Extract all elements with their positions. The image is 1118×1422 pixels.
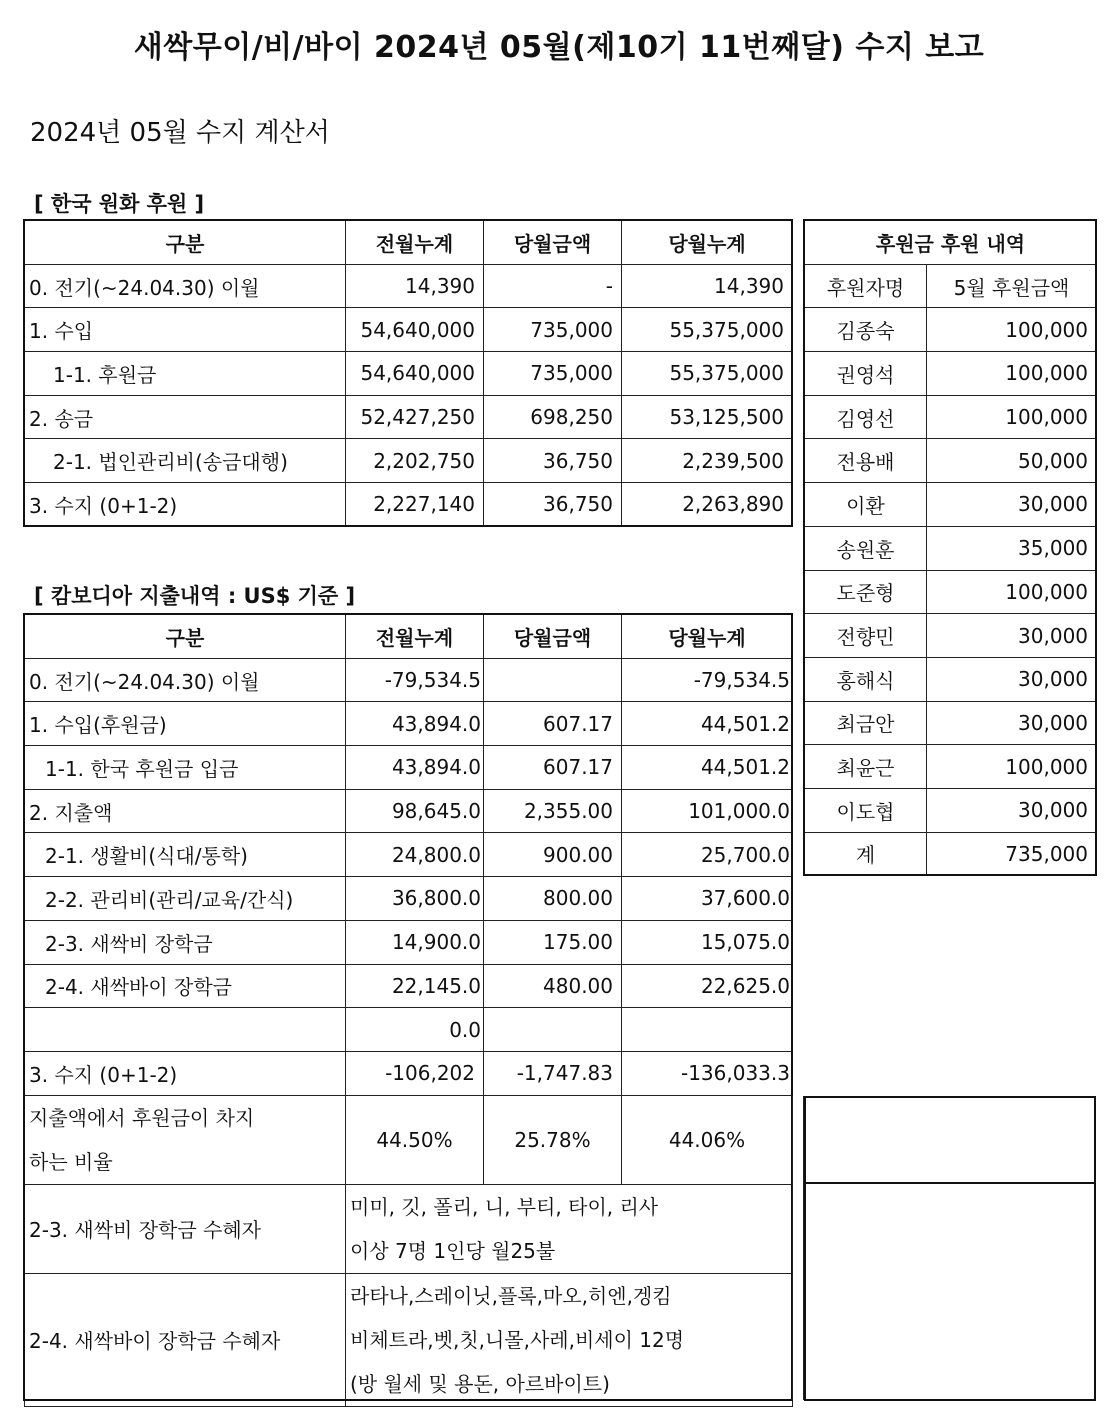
donor-name: 김영선 (805, 395, 927, 439)
table-row (25, 833, 793, 877)
table-row (805, 701, 1097, 745)
donor-total-row (805, 832, 1097, 876)
current-amount-cell: 735,000 (484, 308, 622, 352)
table-row (805, 308, 1097, 352)
ratio-prev-cell: 44.50% (346, 1095, 484, 1184)
current-amount-cell: 800.00 (484, 877, 622, 921)
current-amount-cell: 175.00 (484, 920, 622, 964)
current-cumulative-cell: -136,033.3 (622, 1051, 793, 1095)
table-row (25, 746, 793, 790)
row-label: 3. 수지 (0+1-2) (25, 1051, 346, 1095)
col-header-current-amount: 당월금액 (484, 221, 622, 265)
prev-cumulative-cell: 14,390 (346, 264, 484, 308)
current-amount-cell (484, 658, 622, 702)
row-label: 2. 송금 (25, 395, 346, 439)
row-label: 1-1. 후원금 (25, 352, 346, 396)
donor-amount: 100,000 (927, 745, 1097, 789)
donor-amount: 30,000 (927, 701, 1097, 745)
table-row (25, 395, 793, 439)
current-cumulative-cell: 44,501.2 (622, 746, 793, 790)
table-row (25, 439, 793, 483)
table-row (25, 308, 793, 352)
donor-name: 전향민 (805, 614, 927, 658)
donor-table-title: 후원금 후원 내역 (805, 221, 1097, 265)
ratio-current-cell: 25.78% (484, 1095, 622, 1184)
prev-cumulative-cell: 0.0 (346, 1008, 484, 1052)
table-row (25, 964, 793, 1008)
col-header-category: 구분 (25, 615, 346, 659)
current-amount-cell: 36,750 (484, 483, 622, 527)
row-label: 2-1. 법인관리비(송금대행) (25, 439, 346, 483)
donor-amount: 30,000 (927, 614, 1097, 658)
page-subtitle: 2024년 05월 수지 계산서 (30, 118, 330, 148)
col-header-current-amount: 당월금액 (484, 615, 622, 659)
table-row (25, 920, 793, 964)
prev-cumulative-cell: 2,202,750 (346, 439, 484, 483)
donor-total-label: 계 (805, 832, 927, 876)
current-amount-cell: 698,250 (484, 395, 622, 439)
row-label (25, 1008, 346, 1052)
donor-name: 이도협 (805, 788, 927, 832)
donor-name: 홍해식 (805, 657, 927, 701)
donor-amount: 100,000 (927, 352, 1097, 396)
row-label: 2. 지출액 (25, 789, 346, 833)
current-amount-cell (484, 1008, 622, 1052)
donor-name: 권영석 (805, 352, 927, 396)
donor-name: 송원훈 (805, 526, 927, 570)
donor-table (804, 220, 1097, 876)
current-amount-cell: - (484, 264, 622, 308)
donor-name: 최금안 (805, 701, 927, 745)
col-header-current-cumulative: 당월누계 (622, 221, 793, 265)
ratio-label (25, 1095, 346, 1184)
current-amount-cell: 735,000 (484, 352, 622, 396)
table-row (805, 745, 1097, 789)
usd-header-row (25, 615, 793, 659)
scholarship-bai-label: 2-4. 새싹바이 장학금 수혜자 (25, 1273, 346, 1406)
scholarship-b-row (25, 1184, 793, 1273)
row-label: 0. 전기(~24.04.30) 이월 (25, 264, 346, 308)
current-cumulative-cell: -79,534.5 (622, 658, 793, 702)
table-row (805, 439, 1097, 483)
scholarship-b-recipients (346, 1184, 793, 1273)
krw-table (24, 220, 793, 527)
donor-amount: 35,000 (927, 526, 1097, 570)
current-cumulative-cell (622, 1008, 793, 1052)
donor-subheader-row (805, 264, 1097, 308)
table-row (25, 1051, 793, 1095)
usd-table (24, 614, 793, 1407)
row-label: 0. 전기(~24.04.30) 이월 (25, 658, 346, 702)
table-row (805, 483, 1097, 527)
donor-amount: 30,000 (927, 483, 1097, 527)
prev-cumulative-cell: -106,202 (346, 1051, 484, 1095)
prev-cumulative-cell: 52,427,250 (346, 395, 484, 439)
table-row (805, 570, 1097, 614)
prev-cumulative-cell: 22,145.0 (346, 964, 484, 1008)
donor-header-row (805, 221, 1097, 265)
donor-amount: 100,000 (927, 308, 1097, 352)
table-row (25, 702, 793, 746)
col-header-prev-cumulative: 전월누계 (346, 221, 484, 265)
row-label: 2-1. 생활비(식대/통학) (25, 833, 346, 877)
donor-name: 이환 (805, 483, 927, 527)
donor-amount: 50,000 (927, 439, 1097, 483)
row-label: 3. 수지 (0+1-2) (25, 483, 346, 527)
donor-total-amount: 735,000 (927, 832, 1097, 876)
row-label: 2-3. 새싹비 장학금 (25, 920, 346, 964)
table-row (25, 264, 793, 308)
table-row (805, 395, 1097, 439)
scholarship-b-label: 2-3. 새싹비 장학금 수혜자 (25, 1184, 346, 1273)
ratio-label-line1: 지출액에서 후원금이 차지 (29, 1105, 255, 1130)
prev-cumulative-cell: 36,800.0 (346, 877, 484, 921)
current-amount-cell: 36,750 (484, 439, 622, 483)
donor-name: 전용배 (805, 439, 927, 483)
prev-cumulative-cell: 54,640,000 (346, 308, 484, 352)
current-amount-cell: -1,747.83 (484, 1051, 622, 1095)
donor-amount: 100,000 (927, 570, 1097, 614)
prev-cumulative-cell: 43,894.0 (346, 702, 484, 746)
prev-cumulative-cell: 24,800.0 (346, 833, 484, 877)
current-cumulative-cell: 22,625.0 (622, 964, 793, 1008)
usd-section-label: [ 캄보디아 지출내역 : US$ 기준 ] (34, 584, 356, 608)
gap-column (792, 1096, 804, 1400)
donor-name: 김종숙 (805, 308, 927, 352)
current-cumulative-cell: 14,390 (622, 264, 793, 308)
current-amount-cell: 900.00 (484, 833, 622, 877)
krw-section-label: [ 한국 원화 후원 ] (34, 192, 205, 216)
table-row (25, 789, 793, 833)
current-cumulative-cell: 53,125,500 (622, 395, 793, 439)
table-row (805, 614, 1097, 658)
current-amount-cell: 607.17 (484, 746, 622, 790)
col-header-may-amount: 5월 후원금액 (927, 264, 1097, 308)
prev-cumulative-cell: 2,227,140 (346, 483, 484, 527)
row-label: 1. 수입(후원금) (25, 702, 346, 746)
col-header-category: 구분 (25, 221, 346, 265)
row-label: 1. 수입 (25, 308, 346, 352)
col-header-prev-cumulative: 전월누계 (346, 615, 484, 659)
prev-cumulative-cell: -79,534.5 (346, 658, 484, 702)
scholarship-bai-line1: 라타나,스레이닛,플록,마오,히엔,겡킴 (350, 1283, 672, 1308)
prev-cumulative-cell: 14,900.0 (346, 920, 484, 964)
donor-amount: 30,000 (927, 788, 1097, 832)
current-amount-cell: 607.17 (484, 702, 622, 746)
current-cumulative-cell: 2,263,890 (622, 483, 793, 527)
ratio-cumulative-cell: 44.06% (622, 1095, 793, 1184)
current-cumulative-cell: 2,239,500 (622, 439, 793, 483)
scholarship-bai-recipients (346, 1273, 793, 1406)
donor-name: 최윤근 (805, 745, 927, 789)
prev-cumulative-cell: 98,645.0 (346, 789, 484, 833)
current-cumulative-cell: 37,600.0 (622, 877, 793, 921)
krw-header-row (25, 221, 793, 265)
page-title: 새싹무이/비/바이 2024년 05월(제10기 11번째달) 수지 보고 (133, 30, 985, 65)
ratio-label-line2: 하는 비율 (29, 1149, 113, 1174)
scholarship-bai-line2: 비체트라,벳,칫,니몰,사레,비세이 12명 (350, 1327, 685, 1352)
table-row (805, 788, 1097, 832)
donor-amount: 100,000 (927, 395, 1097, 439)
current-amount-cell: 2,355.00 (484, 789, 622, 833)
donor-name: 도준형 (805, 570, 927, 614)
current-amount-cell: 480.00 (484, 964, 622, 1008)
current-cumulative-cell: 101,000.0 (622, 789, 793, 833)
row-label: 2-2. 관리비(관리/교육/간식) (25, 877, 346, 921)
row-label: 1-1. 한국 후원금 입금 (25, 746, 346, 790)
table-row (25, 483, 793, 527)
col-header-donor-name: 후원자명 (805, 264, 927, 308)
table-row (25, 1008, 793, 1052)
current-cumulative-cell: 55,375,000 (622, 352, 793, 396)
empty-box-upper (804, 1096, 1096, 1184)
prev-cumulative-cell: 54,640,000 (346, 352, 484, 396)
empty-box-lower (804, 1182, 1096, 1401)
current-cumulative-cell: 44,501.2 (622, 702, 793, 746)
current-cumulative-cell: 25,700.0 (622, 833, 793, 877)
col-header-current-cumulative: 당월누계 (622, 615, 793, 659)
scholarship-b-line1: 미미, 깃, 폴리, 니, 부티, 타이, 리사 (350, 1194, 659, 1219)
table-row (25, 352, 793, 396)
current-cumulative-cell: 15,075.0 (622, 920, 793, 964)
table-row (805, 526, 1097, 570)
table-row (805, 352, 1097, 396)
prev-cumulative-cell: 43,894.0 (346, 746, 484, 790)
scholarship-b-line2: 이상 7명 1인당 월25불 (350, 1238, 556, 1263)
current-cumulative-cell: 55,375,000 (622, 308, 793, 352)
table-row (805, 657, 1097, 701)
table-row (25, 658, 793, 702)
row-label: 2-4. 새싹바이 장학금 (25, 964, 346, 1008)
ratio-row (25, 1095, 793, 1184)
table-row (25, 877, 793, 921)
donor-amount: 30,000 (927, 657, 1097, 701)
scholarship-bai-row (25, 1273, 793, 1406)
scholarship-bai-line3: (방 월세 및 용돈, 아르바이트) (350, 1371, 610, 1396)
